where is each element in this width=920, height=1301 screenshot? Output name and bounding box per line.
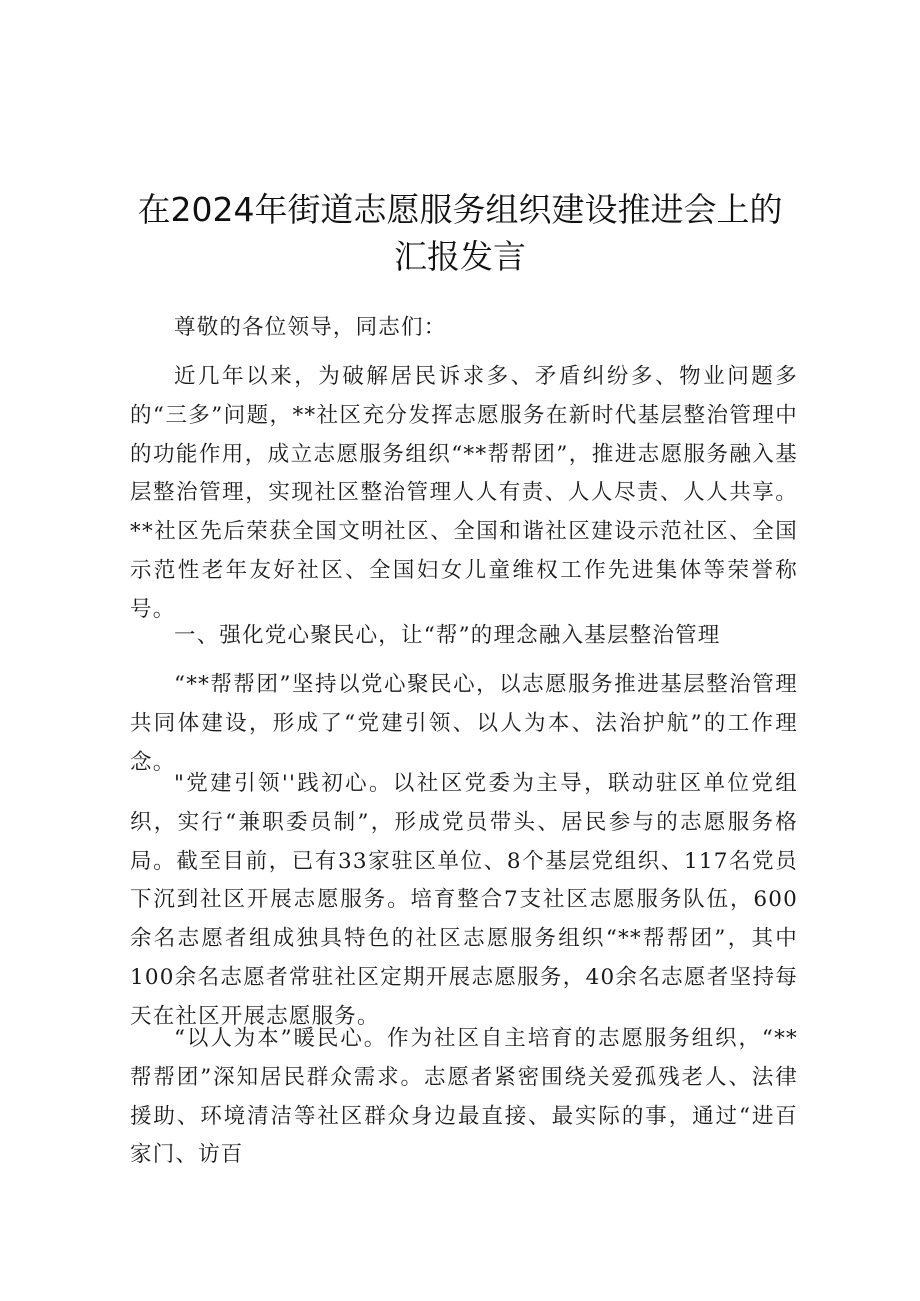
paragraph-intro: 近几年以来，为破解居民诉求多、矛盾纠纷多、物业问题多的“三多”问题，**社区充分发挥志愿服务在新时代基层整治管理中的功能作用，成立志愿服务组织“**帮帮团”，推进志愿服务融入基层整治管理，实现社区整治管理人人有责、人人尽责、人人共享。**社区先后荣获全国文明社区、全国和谐社区建设示范社区、全国示范性老年友好社区、全国妇女儿童维权工作先进集体等荣誉称号。 xyxy=(130,364,798,622)
paragraph-party-building: "党建引领''践初心。以社区党委为主导，联动驻区单位党组织，实行“兼职委员制”，形成党员带头、居民参与的志愿服务格局。截至目前，已有33家驻区单位、8个基层党组织、117名党员下沉到社区开展志愿服务。培育整合7支社区志愿服务队伍，600余名志愿者组成独具特色的社区志愿服务组织“**帮帮团”，其中100余名志愿者常驻社区定期开展志愿服务，40余名志愿者坚持每天在社区开展志愿服务。 xyxy=(130,771,798,1029)
section-heading-1: 一、强化党心聚民心，让“帮”的理念融入基层整治管理 xyxy=(174,623,721,648)
salutation: 尊敬的各位领导，同志们： xyxy=(174,315,447,340)
paragraph-concept: “**帮帮团”坚持以党心聚民心，以志愿服务推进基层整治管理共同体建设，形成了“党建引领、以人为本、法治护航”的工作理念。 xyxy=(130,672,798,775)
paragraph-people-oriented: “以人为本”暖民心。作为社区自主培育的志愿服务组织，“**帮帮团”深知居民群众需求。志愿者紧密围绕关爱孤残老人、法律援助、环境清洁等社区群众身边最直接、最实际的事，通过“进百家门、访百 xyxy=(130,1026,798,1168)
document-title: 在2024年街道志愿服务组织建设推进会上的汇报发言 xyxy=(137,190,783,276)
